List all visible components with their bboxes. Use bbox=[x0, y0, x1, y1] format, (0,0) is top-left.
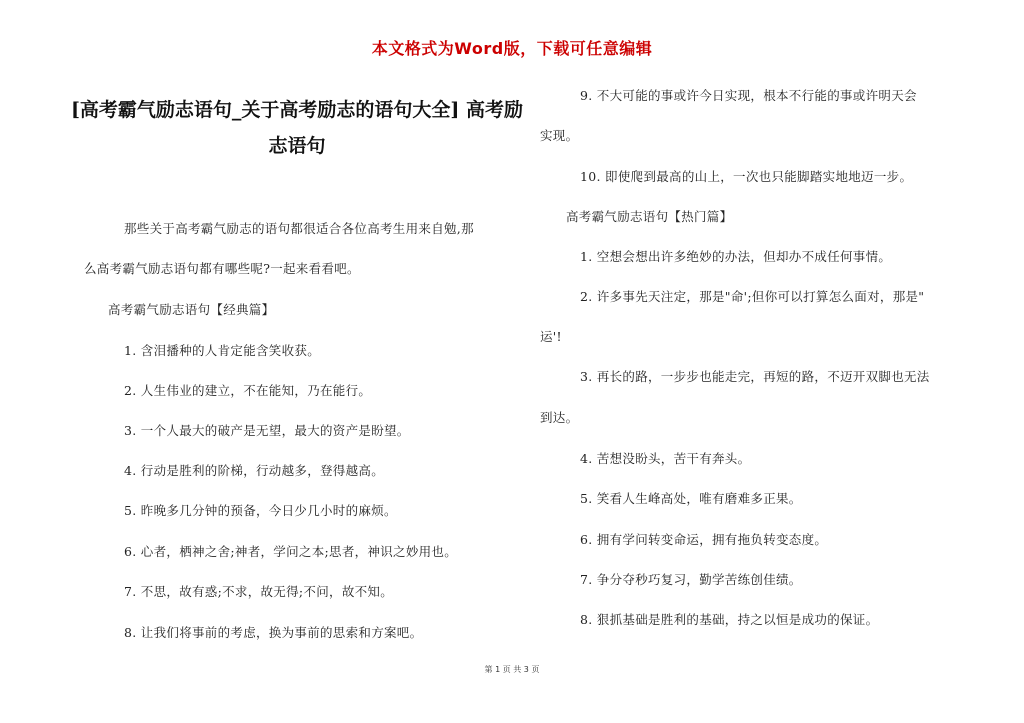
list-item-3-line-1: 3. 再长的路，一步步也能走完，再短的路，不迈开双脚也无法 bbox=[580, 369, 930, 384]
list-item: 5. 昨晚多几分钟的预备，今日少几小时的麻烦。 bbox=[124, 503, 397, 518]
section-heading-classic: 高考霸气励志语句【经典篇】 bbox=[108, 302, 275, 317]
list-item-9-line-1: 9. 不大可能的事或许今日实现，根本不行能的事或许明天会 bbox=[580, 88, 917, 103]
intro-line-2: 么高考霸气励志语句都有哪些呢?一起来看看吧。 bbox=[84, 261, 360, 276]
list-item: 4. 行动是胜利的阶梯，行动越多，登得越高。 bbox=[124, 463, 385, 478]
list-item: 8. 狠抓基础是胜利的基础，持之以恒是成功的保证。 bbox=[580, 612, 879, 627]
list-item-2-line-1: 2. 许多事先天注定，那是"命';但你可以打算怎么面对，那是" bbox=[580, 289, 925, 304]
list-item: 8. 让我们将事前的考虑，换为事前的思索和方案吧。 bbox=[124, 625, 423, 640]
list-item-9-line-2: 实现。 bbox=[540, 128, 579, 143]
editable-word-banner: 本文格式为Word版，下载可任意编辑 bbox=[371, 39, 653, 58]
list-item-10: 10. 即使爬到最高的山上，一次也只能脚踏实地地迈一步。 bbox=[580, 169, 913, 184]
list-item: 7. 争分夺秒巧复习，勤学苦练创佳绩。 bbox=[580, 572, 802, 587]
document-title: [高考霸气励志语句_关于高考励志的语句大全] 高考励志语句 bbox=[70, 99, 524, 157]
list-item: 6. 拥有学问转变命运，拥有拖负转变态度。 bbox=[580, 532, 828, 547]
list-item: 2. 人生伟业的建立，不在能知，乃在能行。 bbox=[124, 383, 372, 398]
list-item-3-line-2: 到达。 bbox=[540, 410, 579, 425]
list-item: 3. 一个人最大的破产是无望，最大的资产是盼望。 bbox=[124, 423, 410, 438]
intro-line-1: 那些关于高考霸气励志的语句都很适合各位高考生用来自勉,那 bbox=[124, 221, 474, 236]
list-item: 7. 不思，故有惑;不求，故无得;不问，故不知。 bbox=[124, 584, 394, 599]
section-heading-hot: 高考霸气励志语句【热门篇】 bbox=[566, 209, 733, 224]
page-number: 第 1 页 共 3 页 bbox=[484, 665, 540, 674]
list-item-2-line-2: 运'! bbox=[540, 329, 562, 344]
list-item: 1. 含泪播种的人肯定能含笑收获。 bbox=[124, 343, 321, 358]
list-item: 4. 苦想没盼头，苦干有奔头。 bbox=[580, 451, 751, 466]
list-item: 6. 心者，栖神之舍;神者，学问之本;思者，神识之妙用也。 bbox=[124, 544, 458, 559]
list-item: 1. 空想会想出许多绝妙的办法，但却办不成任何事情。 bbox=[580, 249, 892, 264]
list-item: 5. 笑看人生峰高处，唯有磨难多正果。 bbox=[580, 491, 802, 506]
